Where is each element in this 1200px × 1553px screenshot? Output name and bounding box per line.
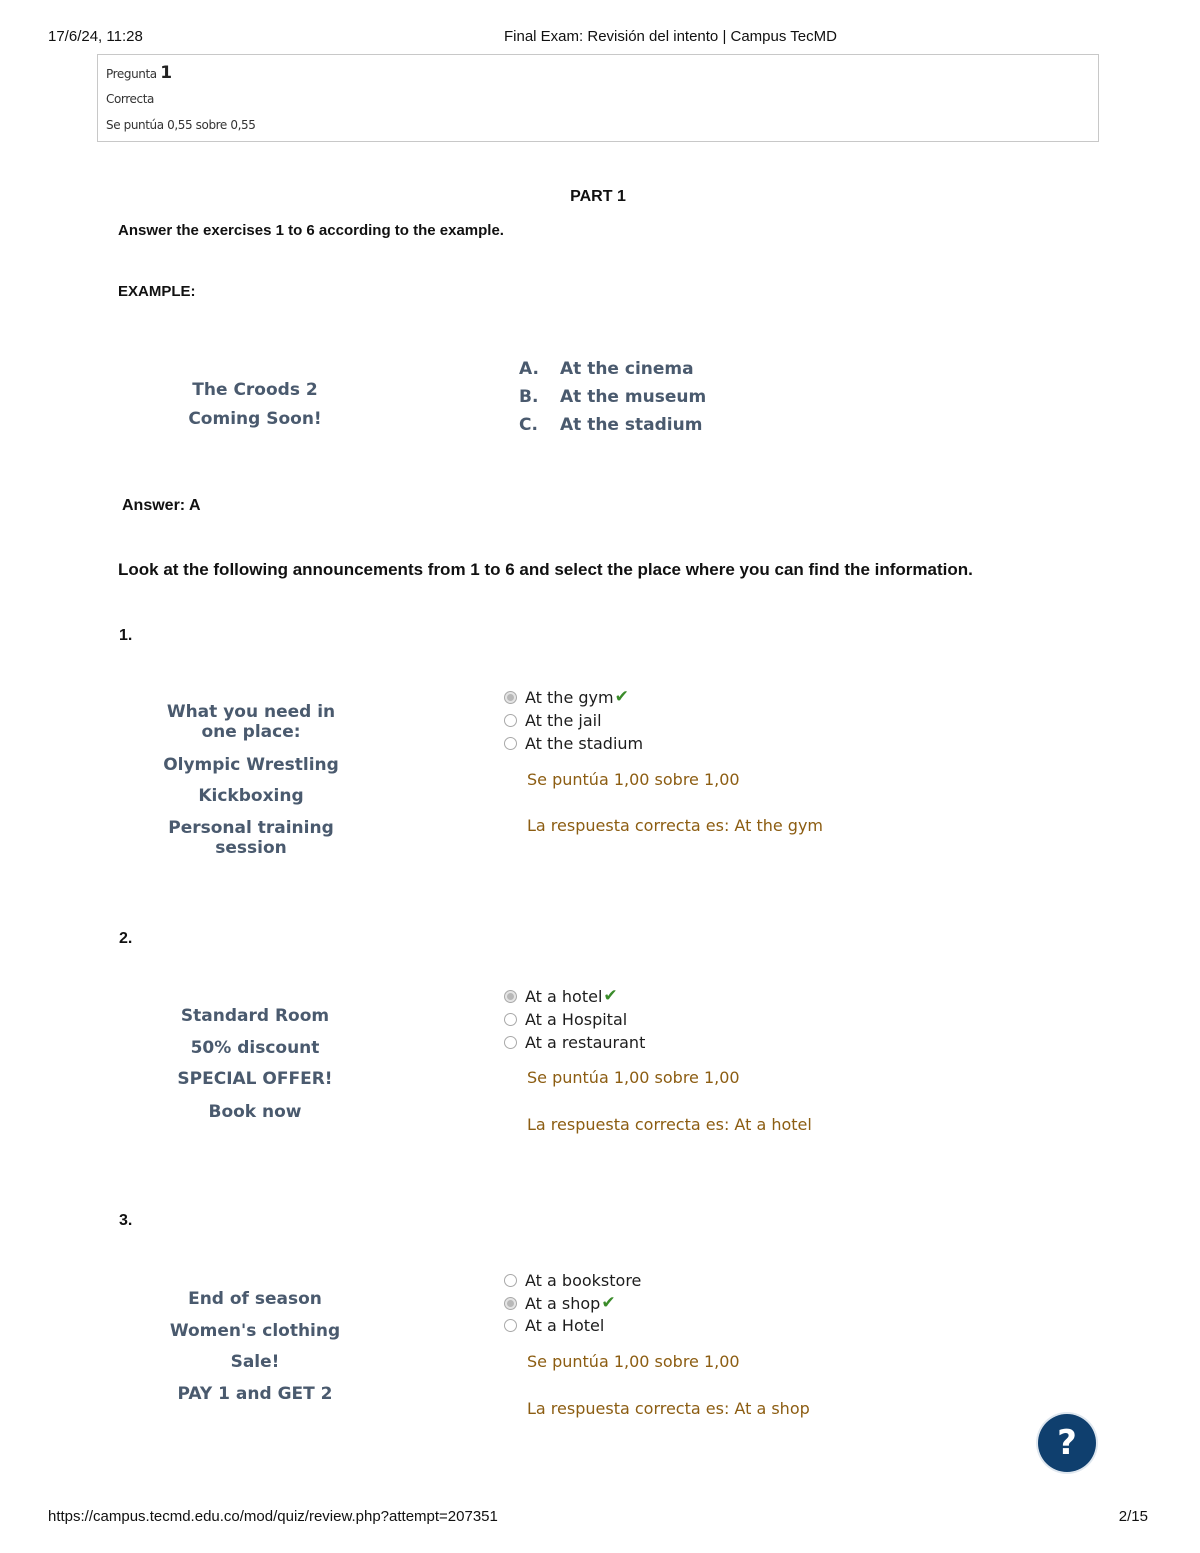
ad-line: SPECIAL OFFER! xyxy=(177,1069,333,1089)
question-grade: Se puntúa 0,55 sobre 0,55 xyxy=(106,118,256,132)
announcement-1 xyxy=(140,702,362,858)
ad-line: 50% discount xyxy=(190,1038,320,1058)
score-feedback: Se puntúa 1,00 sobre 1,00 xyxy=(527,1352,740,1371)
look-instruction: Look at the following announcements from 1 to 6 and select the place where you can find the information. xyxy=(118,560,973,579)
answer-option[interactable] xyxy=(504,1292,616,1314)
example-answer: Answer: A xyxy=(122,497,201,514)
answer-option[interactable] xyxy=(504,985,618,1007)
print-page-number: 2/15 xyxy=(1118,1508,1148,1525)
example-announcement xyxy=(130,380,380,440)
question-state: Correcta xyxy=(106,92,154,106)
question-number: 1 xyxy=(160,63,172,83)
announcement-2 xyxy=(140,1006,370,1136)
ad-line: The Croods 2 xyxy=(192,380,318,400)
option-text: At a hotel xyxy=(525,986,603,1006)
answer-option[interactable] xyxy=(504,1031,645,1053)
question-number-row xyxy=(106,63,172,83)
checkmark-icon: ✔ xyxy=(603,986,618,1006)
print-date: 17/6/24, 11:28 xyxy=(48,28,143,45)
question-label: Pregunta xyxy=(106,67,157,81)
correct-answer-feedback: La respuesta correcta es: At a hotel xyxy=(527,1115,812,1134)
option-text: At the cinema xyxy=(560,359,694,379)
announcement-3 xyxy=(140,1289,370,1419)
answer-option[interactable] xyxy=(504,1008,627,1030)
checkmark-icon: ✔ xyxy=(614,687,629,707)
option-letter: C. xyxy=(519,415,538,435)
print-page-title: Final Exam: Revisión del intento | Campus TecMD xyxy=(504,28,837,45)
ad-line: Women's clothing xyxy=(169,1321,341,1341)
score-feedback: Se puntúa 1,00 sobre 1,00 xyxy=(527,770,740,789)
option-text: At the stadium xyxy=(560,415,703,435)
question-label-2: 2. xyxy=(119,930,133,947)
ad-line: What you need in one place: xyxy=(166,702,336,742)
ad-line: Standard Room xyxy=(180,1006,330,1026)
radio-button[interactable] xyxy=(504,737,517,750)
correct-answer-feedback: La respuesta correcta es: At the gym xyxy=(527,816,823,835)
option-text: At a Hospital xyxy=(525,1009,628,1029)
checkmark-icon: ✔ xyxy=(601,1293,616,1313)
radio-button[interactable] xyxy=(504,990,517,1003)
option-text: At a shop xyxy=(525,1293,601,1313)
option-text: At a bookstore xyxy=(525,1270,642,1290)
correct-answer-feedback: La respuesta correcta es: At a shop xyxy=(527,1399,810,1418)
answer-option[interactable] xyxy=(504,1314,604,1336)
help-button[interactable] xyxy=(1038,1414,1096,1472)
ad-line: Sale! xyxy=(230,1352,280,1372)
print-header xyxy=(48,28,1152,48)
question-label-1: 1. xyxy=(119,627,133,644)
example-option-b xyxy=(519,387,819,411)
radio-button[interactable] xyxy=(504,691,517,704)
ad-line: Personal training session xyxy=(168,818,334,858)
print-footer xyxy=(48,1508,1148,1528)
ad-line: Book now xyxy=(208,1102,302,1122)
ad-line: End of season xyxy=(188,1289,322,1309)
example-label: EXAMPLE: xyxy=(118,283,196,300)
option-text: At a Hotel xyxy=(525,1315,605,1335)
instruction-text: Answer the exercises 1 to 6 according to the example. xyxy=(118,222,504,239)
ad-line: Kickboxing xyxy=(198,786,304,806)
ad-line: PAY 1 and GET 2 xyxy=(177,1384,333,1404)
part-title: PART 1 xyxy=(570,188,626,205)
answer-option[interactable] xyxy=(504,709,602,731)
radio-button[interactable] xyxy=(504,1274,517,1287)
print-url: https://campus.tecmd.edu.co/mod/quiz/review.php?attempt=207351 xyxy=(48,1508,498,1525)
score-feedback: Se puntúa 1,00 sobre 1,00 xyxy=(527,1068,740,1087)
option-letter: B. xyxy=(519,387,539,407)
option-text: At the jail xyxy=(525,710,602,730)
question-mark-icon: ? xyxy=(1057,1423,1077,1463)
option-letter: A. xyxy=(519,359,539,379)
ad-line: Coming Soon! xyxy=(188,409,322,429)
option-text: At the museum xyxy=(560,387,707,407)
question-info-box xyxy=(97,54,1099,142)
radio-button[interactable] xyxy=(504,1297,517,1310)
radio-button[interactable] xyxy=(504,1319,517,1332)
example-option-c xyxy=(519,415,819,439)
ad-line: Olympic Wrestling xyxy=(163,755,339,775)
option-text: At the stadium xyxy=(525,733,644,753)
answer-option[interactable] xyxy=(504,732,643,754)
answer-option[interactable] xyxy=(504,686,629,708)
example-option-a xyxy=(519,359,819,383)
question-label-3: 3. xyxy=(119,1212,133,1229)
radio-button[interactable] xyxy=(504,714,517,727)
option-text: At the gym xyxy=(525,687,614,707)
radio-button[interactable] xyxy=(504,1013,517,1026)
radio-button[interactable] xyxy=(504,1036,517,1049)
answer-option[interactable] xyxy=(504,1269,641,1291)
option-text: At a restaurant xyxy=(525,1032,646,1052)
